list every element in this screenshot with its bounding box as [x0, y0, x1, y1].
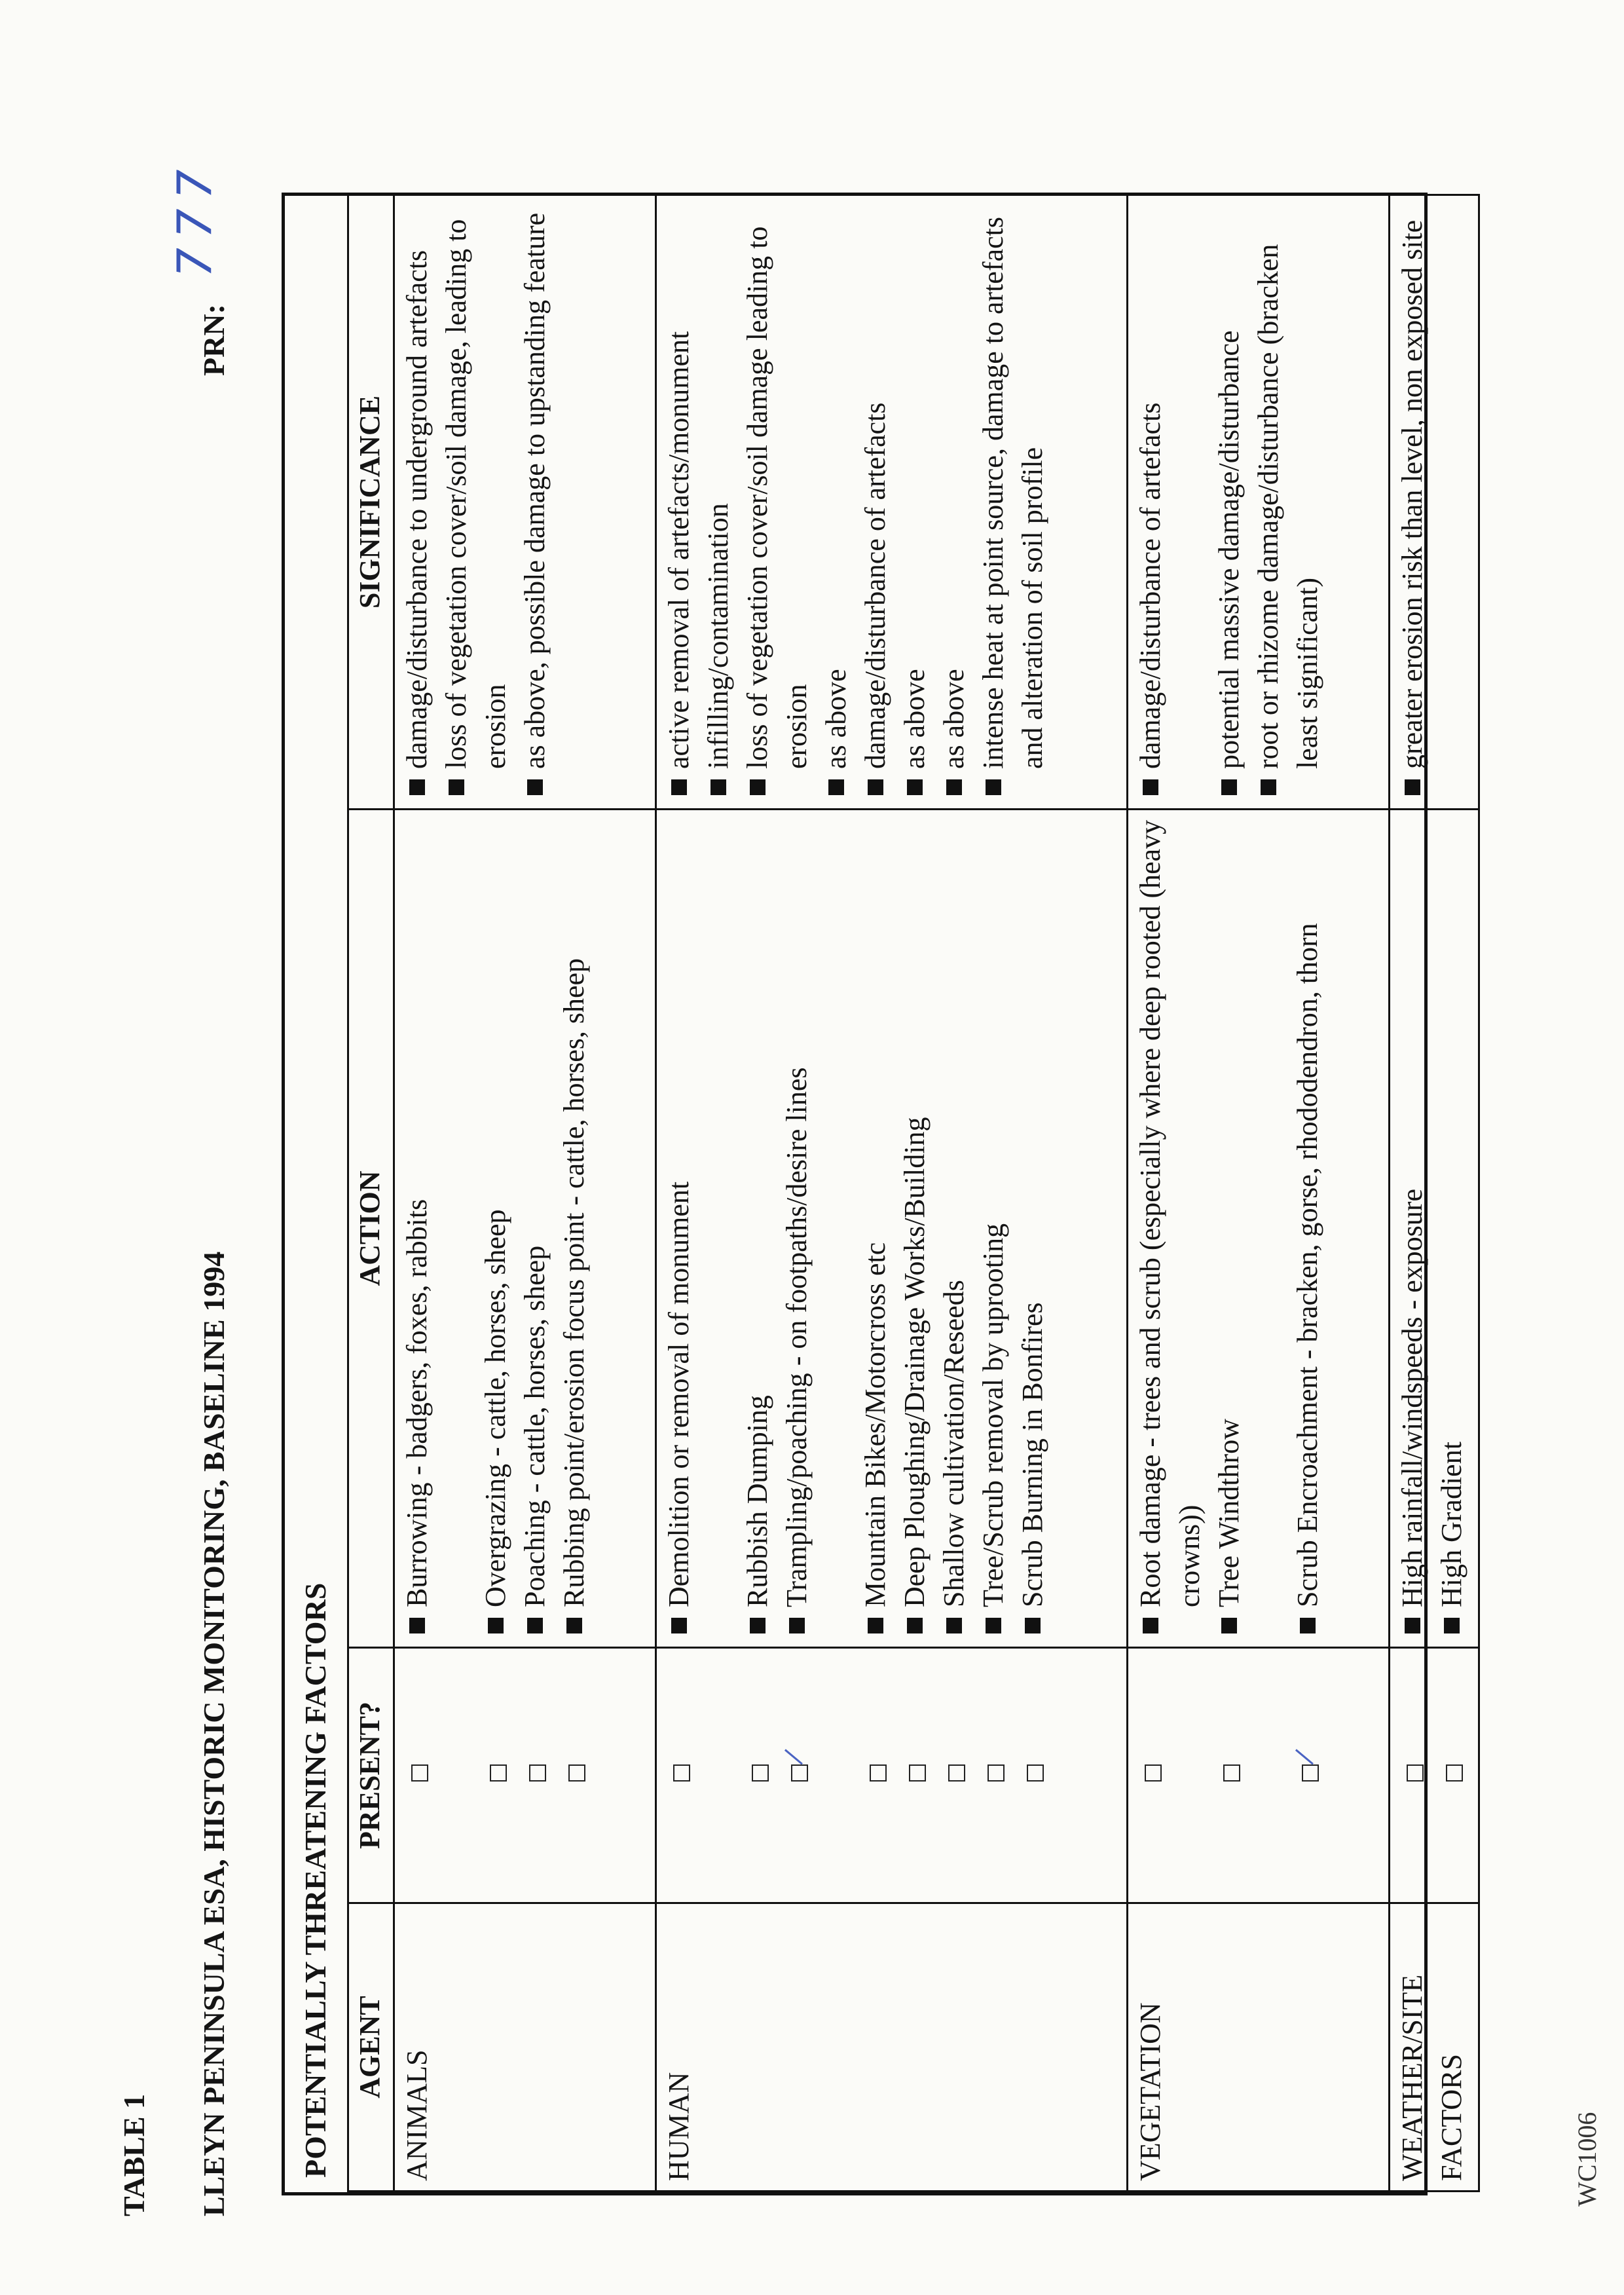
list-item: greater erosion risk than level, non exposed site	[1393, 201, 1432, 799]
present-checkbox[interactable]	[870, 1765, 887, 1782]
list-item: Burrowing - badgers, foxes, rabbits	[397, 815, 437, 1637]
bullet-icon	[566, 1618, 582, 1633]
list-item: damage/disturbance of artefacts	[1131, 201, 1170, 799]
table-row	[394, 195, 656, 2192]
list-item: Scrub Burning in Bonfires	[1013, 815, 1052, 1637]
list-item: Rubbish Dumping	[738, 815, 777, 1637]
bullet-icon	[527, 1618, 543, 1633]
bullet-icon	[1405, 779, 1420, 795]
bullet-icon	[946, 1618, 962, 1633]
bullet-icon	[750, 1618, 766, 1633]
list-item: as above	[934, 201, 974, 799]
action-cell	[1390, 810, 1479, 1648]
present-checkbox[interactable]	[1223, 1765, 1240, 1782]
present-checkbox[interactable]	[568, 1765, 585, 1782]
table-row	[1128, 195, 1390, 2192]
bullet-icon	[907, 1618, 923, 1633]
list-item: root or rhizome damage/disturbance (bracken least significant)	[1249, 201, 1327, 799]
col-agent: AGENT	[348, 1903, 394, 2192]
list-item: High rainfall/windspeeds - exposure	[1393, 815, 1432, 1637]
list-item: potential massive damage/disturbance	[1209, 201, 1249, 799]
bullet-icon	[986, 779, 1001, 795]
col-present: PRESENT?	[348, 1648, 394, 1903]
agent-cell	[1390, 1903, 1479, 2192]
present-checkbox[interactable]	[909, 1765, 926, 1782]
list-item: intense heat at point source, damage to artefacts and alteration of soil profile	[974, 201, 1052, 799]
list-item: Tree/Scrub removal by uprooting	[974, 815, 1013, 1637]
action-cell	[656, 810, 1128, 1648]
list-item: loss of vegetation cover/soil damage leading to erosion	[738, 201, 817, 799]
list-item: Rubbing point/erosion focus point - cattle, horses, sheep	[555, 815, 594, 1637]
list-item: Deep Ploughing/Drainage Works/Building	[895, 815, 934, 1637]
bullet-icon	[671, 1618, 687, 1633]
bullet-icon	[409, 779, 425, 795]
agent-label: WEATHER/SITE FACTORS	[1396, 1974, 1467, 2181]
present-checkbox[interactable]	[490, 1765, 507, 1782]
list-item: infilling/contamination	[699, 201, 738, 799]
table-number: TABLE 1	[117, 2093, 151, 2216]
col-action: ACTION	[348, 810, 394, 1648]
document-title: LLEYN PENINSULA ESA, HISTORIC MONITORING, BASELINE 1994	[197, 1251, 231, 2216]
list-item: damage/disturbance to underground artefacts	[397, 201, 437, 799]
present-cell	[1390, 1648, 1479, 1903]
present-checkbox[interactable]	[1446, 1765, 1463, 1782]
list-item: Trampling/poaching - on footpaths/desire lines	[777, 815, 817, 1637]
present-checkbox-ticked[interactable]	[791, 1765, 808, 1782]
significance-cell	[656, 195, 1128, 810]
significance-cell	[1390, 195, 1479, 810]
present-checkbox[interactable]	[1027, 1765, 1044, 1782]
list-item: as above	[895, 201, 934, 799]
significance-cell	[394, 195, 656, 810]
agent-label: ANIMALS	[401, 2049, 433, 2181]
table-row	[656, 195, 1128, 2192]
list-item: as above, possible damage to upstanding feature	[515, 201, 555, 799]
bullet-icon	[868, 779, 883, 795]
bullet-icon	[750, 779, 766, 795]
bullet-icon	[1025, 1618, 1041, 1633]
bullet-icon	[1444, 1618, 1460, 1633]
bullet-icon	[946, 779, 962, 795]
bullet-icon	[1261, 779, 1276, 795]
threat-factors-table	[347, 194, 1480, 2192]
bullet-icon	[828, 779, 844, 795]
bullet-icon	[1300, 1618, 1316, 1633]
list-item: Overgrazing - cattle, horses, sheep	[476, 815, 515, 1637]
significance-cell	[1128, 195, 1390, 810]
prn-label: PRN:	[197, 304, 231, 376]
present-checkbox[interactable]	[1145, 1765, 1162, 1782]
list-item: Root damage - trees and scrub (especially where deep rooted (heavy crowns))	[1131, 815, 1209, 1637]
bullet-icon	[907, 779, 923, 795]
list-item: Demolition or removal of monument	[659, 815, 699, 1637]
present-checkbox[interactable]	[411, 1765, 428, 1782]
present-checkbox[interactable]	[987, 1765, 1005, 1782]
agent-label: HUMAN	[663, 2072, 695, 2181]
bullet-icon	[1405, 1618, 1420, 1633]
list-item: Mountain Bikes/Motorcross etc	[856, 815, 895, 1637]
bullet-icon	[409, 1618, 425, 1633]
bullet-icon	[1221, 779, 1237, 795]
agent-cell	[394, 1903, 656, 2192]
bullet-icon	[710, 779, 726, 795]
agent-cell	[656, 1903, 1128, 2192]
list-item: damage/disturbance of artefacts	[856, 201, 895, 799]
bullet-icon	[789, 1618, 805, 1633]
bullet-icon	[1143, 1618, 1158, 1633]
present-checkbox[interactable]	[1407, 1765, 1424, 1782]
bullet-icon	[671, 779, 687, 795]
present-checkbox[interactable]	[673, 1765, 690, 1782]
bullet-icon	[1143, 779, 1158, 795]
present-cell	[394, 1648, 656, 1903]
list-item: Scrub Encroachment - bracken, gorse, rhododendron, thorn	[1288, 815, 1327, 1637]
present-checkbox[interactable]	[529, 1765, 546, 1782]
table-row	[1390, 195, 1479, 2192]
list-item: active removal of artefacts/monument	[659, 201, 699, 799]
present-checkbox-ticked[interactable]	[1302, 1765, 1319, 1782]
bullet-icon	[986, 1618, 1001, 1633]
list-item: High Gradient	[1432, 815, 1471, 1637]
list-item: Poaching - cattle, horses, sheep	[515, 815, 555, 1637]
bullet-icon	[527, 779, 543, 795]
present-cell	[1128, 1648, 1390, 1903]
present-checkbox[interactable]	[948, 1765, 965, 1782]
list-item: Shallow cultivation/Reseeds	[934, 815, 974, 1637]
agent-cell	[1128, 1903, 1390, 2192]
list-item: Tree Windthrow	[1209, 815, 1249, 1637]
list-item: as above	[817, 201, 856, 799]
header-row	[348, 195, 394, 2192]
bullet-icon	[449, 779, 464, 795]
prn-handwritten-value: 777	[167, 160, 222, 278]
bullet-icon	[488, 1618, 504, 1633]
bullet-icon	[868, 1618, 883, 1633]
list-item: loss of vegetation cover/soil damage, leading to erosion	[437, 201, 515, 799]
threat-factors-frame	[282, 193, 1467, 2195]
present-checkbox[interactable]	[752, 1765, 769, 1782]
action-cell	[1128, 810, 1390, 1648]
present-cell	[656, 1648, 1128, 1903]
action-cell	[394, 810, 656, 1648]
agent-label: VEGETATION	[1134, 2002, 1166, 2181]
bullet-icon	[1221, 1618, 1237, 1633]
document-code: WC1006	[1572, 2112, 1602, 2207]
col-significance: SIGNIFICANCE	[348, 195, 394, 810]
table-title: POTENTIALLY THREATENING FACTORS	[299, 1582, 332, 2178]
